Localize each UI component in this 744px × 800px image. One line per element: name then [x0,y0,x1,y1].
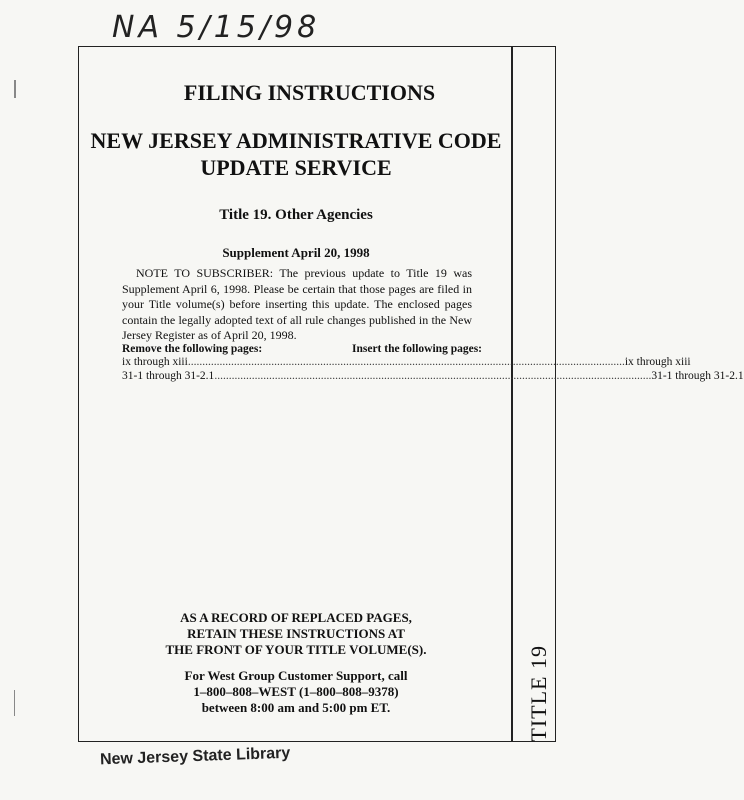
code-title [78,127,514,181]
record-line3: THE FRONT OF YOUR TITLE VOLUME(S). [165,642,427,657]
support-line3: between 8:00 am and 5:00 pm ET. [201,700,391,715]
code-title-line1: NEW JERSEY ADMINISTRATIVE CODE [90,128,502,153]
leader-dots: ........................................................................................................................................................ [187,356,625,368]
agency-title: Title 19. Other Agencies [219,207,373,223]
support-line1: For West Group Customer Support, call [184,668,408,683]
title-tab: TITLE 19 [526,645,551,742]
scan-mark [14,690,15,716]
scan-mark [14,80,16,98]
handwritten-note: NA 5/15/98 [112,10,321,45]
record-line1: AS A RECORD OF REPLACED PAGES, [180,610,412,625]
subscriber-note: NOTE TO SUBSCRIBER: The previous update to Title 19 was Supplement April 6, 1998. Please be certain that those pages are filed in your Title volume(s) before inserting this update. The enclosed pages contain the legally adopted text of all rule changes published in the New Jersey Register as of April 20, 1998. [122,266,472,342]
insert-pages: 31-1 through 31-2.1 [651,370,744,382]
page-row [122,356,691,368]
insert-pages: ix through xiii [624,356,691,368]
page-row [122,370,744,382]
record-line2: RETAIN THESE INSTRUCTIONS AT [187,626,405,641]
remove-header: Remove the following pages: [122,343,263,355]
supplement-date: Supplement April 20, 1998 [222,245,370,260]
filing-instructions-heading: FILING INSTRUCTIONS [183,80,436,105]
remove-pages: 31-1 through 31-2.1 [122,370,215,382]
insert-header: Insert the following pages: [352,343,483,355]
customer-support [78,668,514,716]
remove-pages: ix through xiii [122,356,188,368]
code-title-line2: UPDATE SERVICE [200,155,392,180]
support-line2: 1–800–808–WEST (1–800–808–9378) [193,684,399,699]
record-instructions [78,610,514,658]
leader-dots: ........................................................................................................................................................ [214,370,652,382]
library-stamp: New Jersey State Library [99,744,291,769]
